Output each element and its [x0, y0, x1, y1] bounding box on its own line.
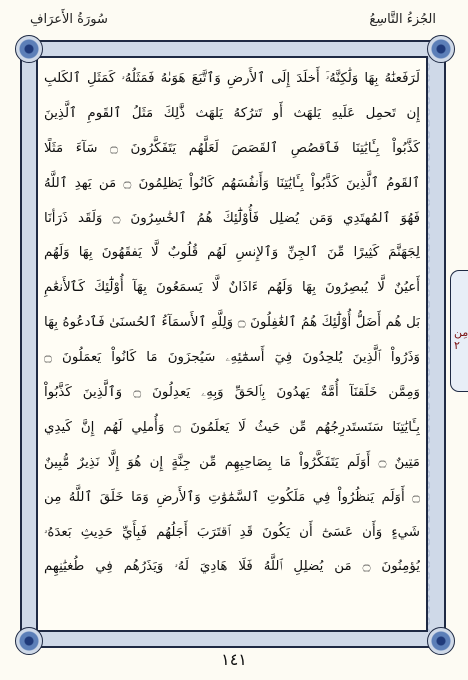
text-line: كَذَّبُواْ بِـَٔايَٰتِنَا فَٱقصُصِ ٱلقَصَصَ لَعَلَّهُم يَتَفَكَّرُونَ ۝ سَآءَ مَثَلًا: [44, 140, 420, 156]
text-line: يُؤمِنُونَ ۝ مَن يُضلِلِ ٱللَّهُ فَلَا هَادِيَ لَهُۥ وَيَذَرُهُم فِي طُغيَٰنِهِم: [44, 559, 420, 575]
text-line: ٱلقَومُ ٱلَّذِينَ كَذَّبُواْ بِـَٔايَٰتِنَا وَأَنفُسَهُم كَانُواْ يَظلِمُونَ ۝ مَن يَهدِ ٱللَّهُ: [44, 175, 420, 191]
text-line: شَيءٍ وَأَن عَسَىٰٓ أَن يَكُونَ قَدِ ٱقتَرَبَ أَجَلُهُم فَبِأَيِّ حَدِيثِ بَعدَهُۥ: [44, 524, 420, 540]
text-line: فَهُوَ ٱلمُهتَدِي وَمَن يُضلِل فَأُوْلَٰٓئِكَ هُمُ ٱلخَٰسِرُونَ ۝ وَلَقَد ذَرَأنَا: [44, 210, 420, 226]
text-line: أَعيُنٌ لَّا يُبصِرُونَ بِهَا وَلَهُم ءَاذَانٌ لَّا يَسمَعُونَ بِهَآ أُوْلَٰٓئِكَ كَٱلأَنعَٰمِ: [44, 280, 420, 296]
text-line: لِجَهَنَّمَ كَثِيرًا مِّنَ ٱلجِنِّ وَٱلإِنسِ لَهُم قُلُوبٌ لَّا يَفقَهُونَ بِهَا وَلَهُم: [44, 245, 420, 261]
text-line: لَرَفَعنَٰهُ بِهَا وَلَٰكِنَّهُۥٓ أَخلَدَ إِلَى ٱلأَرضِ وَٱتَّبَعَ هَوَىٰهُ فَمَثَلُهُۥ كَمَثَلِ ٱلكَلبِ: [44, 71, 420, 86]
text-line: ۝ أَوَلَم يَنظُرُواْ فِي مَلَكُوتِ ٱلسَّمَٰوَٰتِ وَٱلأَرضِ وَمَا خَلَقَ ٱللَّهُ مِن: [44, 489, 420, 505]
text-line: بِـَٔايَٰتِنَا سَنَستَدرِجُهُم مِّن حَيثُ لَا يَعلَمُونَ ۝ وَأُملِي لَهُم إِنَّ كَيدِي: [44, 419, 420, 435]
page-header: [0, 0, 468, 40]
corner-ornament-icon: [15, 35, 43, 63]
text-line: وَذَرُواْ ٱلَّذِينَ يُلحِدُونَ فِيٓ أَسمَٰٓئِهِۦ سَيُجزَونَ مَا كَانُواْ يَعمَلُونَ ۝: [44, 350, 420, 366]
text-line: بَل هُم أَضَلُّ أُوْلَٰٓئِكَ هُمُ ٱلغَٰفِلُونَ ۝ وَلِلَّهِ ٱلأَسمَآءُ ٱلحُسنَىٰ فَٱدعُوهُ بِهَا: [44, 315, 420, 331]
page-number: ١٤١: [221, 650, 247, 669]
text-line: مَتِينٌ ۝ أَوَلَم يَتَفَكَّرُواْ مَا بِصَاحِبِهِم مِّن جِنَّةٍ إِن هُوَ إِلَّا نَذِيرٌ مُّبِينٌ: [44, 454, 420, 470]
verse-text-block: [44, 62, 420, 622]
text-line: إِن تَحمِل عَلَيهِ يَلهَث أَو تَترُكهُ يَلهَث ذَّٰلِكَ مَثَلُ ٱلقَومِ ٱلَّذِينَ: [44, 105, 420, 121]
text-line: وَمِمَّن خَلَقنَآ أُمَّةٌ يَهدُونَ بِٱلحَقِّ وَبِهِۦ يَعدِلُونَ ۝ وَٱلَّذِينَ كَذَّبُواْ: [44, 385, 420, 401]
juz-name: الجُزءُ التَّاسِعُ: [369, 12, 436, 27]
hizb-marker-label: مِن ٢: [454, 326, 468, 352]
hizb-marker-tab: [450, 270, 468, 392]
corner-ornament-icon: [427, 35, 455, 63]
surah-name: سُورَةُ الأَعرَافِ: [30, 12, 108, 27]
